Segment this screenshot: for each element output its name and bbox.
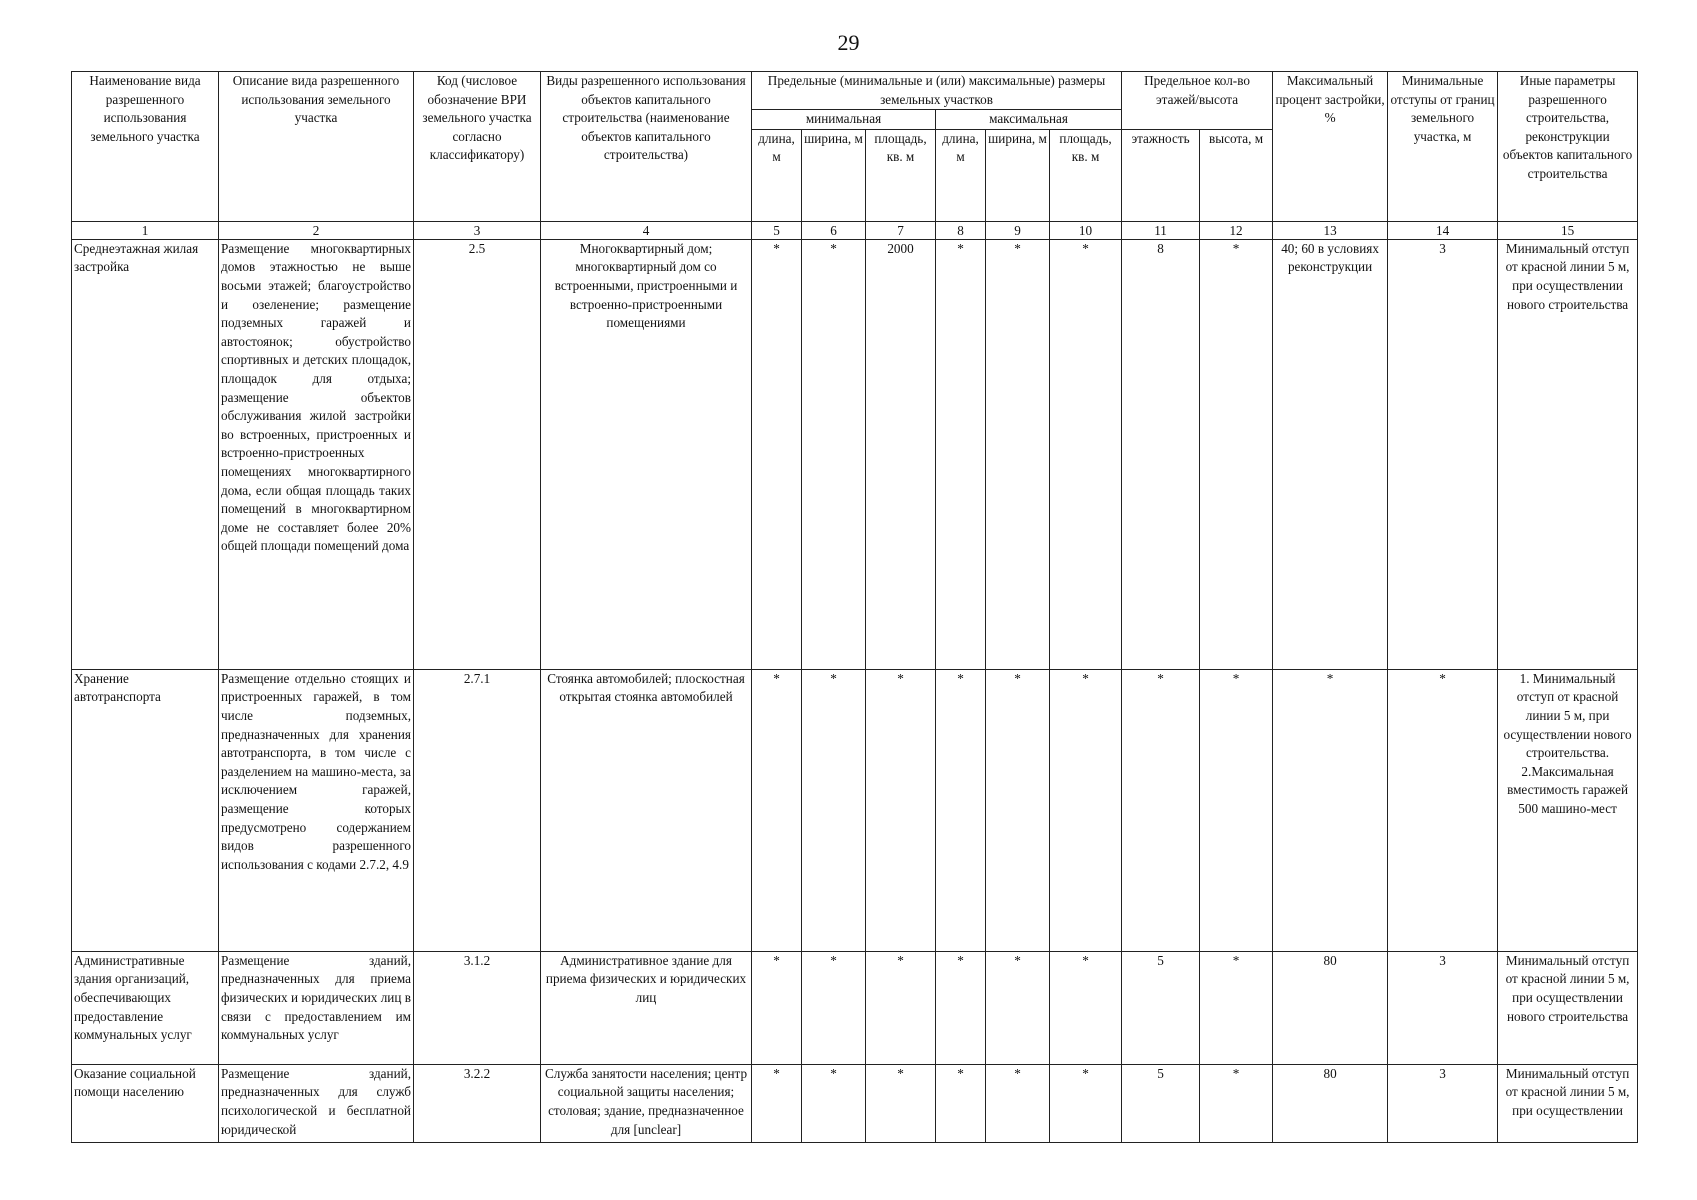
row-max-length: *	[936, 951, 986, 1064]
row-name: Хранение автотранспорта	[72, 669, 219, 951]
header-maximal: максимальная	[936, 110, 1122, 130]
row-storeys: *	[1122, 669, 1200, 951]
row-objects: Административное здание для приема физических и юридических лиц	[541, 951, 752, 1064]
table-row	[72, 1064, 1638, 1142]
row-min-area: *	[866, 951, 936, 1064]
column-number: 14	[1388, 221, 1498, 239]
row-storeys: 5	[1122, 1064, 1200, 1142]
row-max-length: *	[936, 239, 986, 669]
header-floors: Предельное кол-во этажей/высота	[1122, 72, 1273, 130]
column-number: 7	[866, 221, 936, 239]
row-min-width: *	[802, 239, 866, 669]
column-number: 5	[752, 221, 802, 239]
column-number: 3	[414, 221, 541, 239]
row-percent: 80	[1273, 951, 1388, 1064]
column-number: 13	[1273, 221, 1388, 239]
row-offset: 3	[1388, 1064, 1498, 1142]
header-min-length: длина, м	[752, 129, 802, 221]
row-max-area: *	[1050, 951, 1122, 1064]
row-percent: 40; 60 в условиях реконструкции	[1273, 239, 1388, 669]
row-min-length: *	[752, 239, 802, 669]
column-number: 2	[219, 221, 414, 239]
row-max-length: *	[936, 1064, 986, 1142]
row-min-area: 2000	[866, 239, 936, 669]
column-number: 12	[1200, 221, 1273, 239]
header-min-area: площадь, кв. м	[866, 129, 936, 221]
header-code: Код (числовое обозначение ВРИ земельного участка согласно классификатору)	[414, 72, 541, 222]
column-number: 11	[1122, 221, 1200, 239]
table-row	[72, 951, 1638, 1064]
column-number: 8	[936, 221, 986, 239]
row-percent: 80	[1273, 1064, 1388, 1142]
row-max-length: *	[936, 669, 986, 951]
header-minimal: минимальная	[752, 110, 936, 130]
row-offset: *	[1388, 669, 1498, 951]
row-percent: *	[1273, 669, 1388, 951]
row-min-width: *	[802, 669, 866, 951]
row-height: *	[1200, 239, 1273, 669]
page-number: 29	[837, 30, 860, 55]
table-row	[72, 239, 1638, 669]
row-storeys: 8	[1122, 239, 1200, 669]
land-use-regulations-table	[71, 71, 1638, 1143]
row-other: Минимальный отступ от красной линии 5 м, при осуществлении	[1498, 1064, 1638, 1142]
row-storeys: 5	[1122, 951, 1200, 1064]
row-description: Размещение зданий, предназначенных для приема физических и юридических лиц в связи с предоставлением им коммунальных услуг	[219, 951, 414, 1064]
row-max-width: *	[986, 951, 1050, 1064]
column-number: 9	[986, 221, 1050, 239]
header-height: высота, м	[1200, 129, 1273, 221]
header-name: Наименование вида разрешенного использования земельного участка	[72, 72, 219, 222]
row-max-width: *	[986, 669, 1050, 951]
header-max-width: ширина, м	[986, 129, 1050, 221]
row-max-area: *	[1050, 669, 1122, 951]
row-objects: Служба занятости населения; центр социальной защиты населения; столовая; здание, предназначенное для [unclear]	[541, 1064, 752, 1142]
row-min-length: *	[752, 669, 802, 951]
row-other: Минимальный отступ от красной линии 5 м, при осуществлении нового строительства	[1498, 239, 1638, 669]
column-number: 6	[802, 221, 866, 239]
row-height: *	[1200, 951, 1273, 1064]
row-height: *	[1200, 1064, 1273, 1142]
row-description: Размещение многоквартирных домов этажностью не выше восьми этажей; благоустройство и озеленение; размещение подземных гаражей и автостоянок; обустройство спортивных и детских площадок, площадок для отдыха; размещение объектов обслуживания жилой застройки во встроенных, пристроенных и встроенно-пристроенных помещениях многоквартирного дома, если общая площадь таких помещений в многоквартирном доме не составляет более 20% общей площади помещений дома	[219, 239, 414, 669]
row-name: Административные здания организаций, обеспечивающих предоставление коммунальных услуг	[72, 951, 219, 1064]
header-storeys: этажность	[1122, 129, 1200, 221]
column-number: 15	[1498, 221, 1638, 239]
column-number-row	[72, 221, 1638, 239]
header-sizes: Предельные (минимальные и (или) максимальные) размеры земельных участков	[752, 72, 1122, 110]
row-min-area: *	[866, 669, 936, 951]
header-max-percent: Максимальный процент застройки, %	[1273, 72, 1388, 222]
row-height: *	[1200, 669, 1273, 951]
row-code: 2.5	[414, 239, 541, 669]
row-max-width: *	[986, 239, 1050, 669]
row-objects: Стоянка автомобилей; плоскостная открытая стоянка автомобилей	[541, 669, 752, 951]
row-other: Минимальный отступ от красной линии 5 м, при осуществлении нового строительства	[1498, 951, 1638, 1064]
row-other: 1. Минимальный отступ от красной линии 5 м, при осуществлении нового строительства. 2.Максимальная вместимость гаражей 500 машино-мест	[1498, 669, 1638, 951]
row-description: Размещение зданий, предназначенных для служб психологической и бесплатной юридической	[219, 1064, 414, 1142]
header-description: Описание вида разрешенного использования земельного участка	[219, 72, 414, 222]
row-code: 3.1.2	[414, 951, 541, 1064]
table-row	[72, 669, 1638, 951]
row-name: Оказание социальной помощи населению	[72, 1064, 219, 1142]
row-code: 2.7.1	[414, 669, 541, 951]
row-description: Размещение отдельно стоящих и пристроенных гаражей, в том числе подземных, предназначенных для хранения автотранспорта, в том числе с разделением на машино-места, за исключением гаражей, размещение которых предусмотрено содержанием видов разрешенного использования с кодами 2.7.2, 4.9	[219, 669, 414, 951]
row-offset: 3	[1388, 951, 1498, 1064]
header-min-width: ширина, м	[802, 129, 866, 221]
row-name: Среднеэтажная жилая застройка	[72, 239, 219, 669]
header-max-area: площадь, кв. м	[1050, 129, 1122, 221]
row-objects: Многоквартирный дом; многоквартирный дом со встроенными, пристроенными и встроенно-пристроенными помещениями	[541, 239, 752, 669]
row-min-length: *	[752, 1064, 802, 1142]
row-min-width: *	[802, 1064, 866, 1142]
row-min-area: *	[866, 1064, 936, 1142]
header-other: Иные параметры разрешенного строительства, реконструкции объектов капитального строительства	[1498, 72, 1638, 222]
column-number: 4	[541, 221, 752, 239]
row-code: 3.2.2	[414, 1064, 541, 1142]
column-number: 1	[72, 221, 219, 239]
row-max-area: *	[1050, 239, 1122, 669]
header-max-length: длина, м	[936, 129, 986, 221]
row-max-width: *	[986, 1064, 1050, 1142]
column-number: 10	[1050, 221, 1122, 239]
row-min-width: *	[802, 951, 866, 1064]
row-min-length: *	[752, 951, 802, 1064]
header-objects: Виды разрешенного использования объектов капитального строительства (наименование объектов капитального строительства)	[541, 72, 752, 222]
row-max-area: *	[1050, 1064, 1122, 1142]
header-min-offsets: Минимальные отступы от границ земельного участка, м	[1388, 72, 1498, 222]
row-offset: 3	[1388, 239, 1498, 669]
